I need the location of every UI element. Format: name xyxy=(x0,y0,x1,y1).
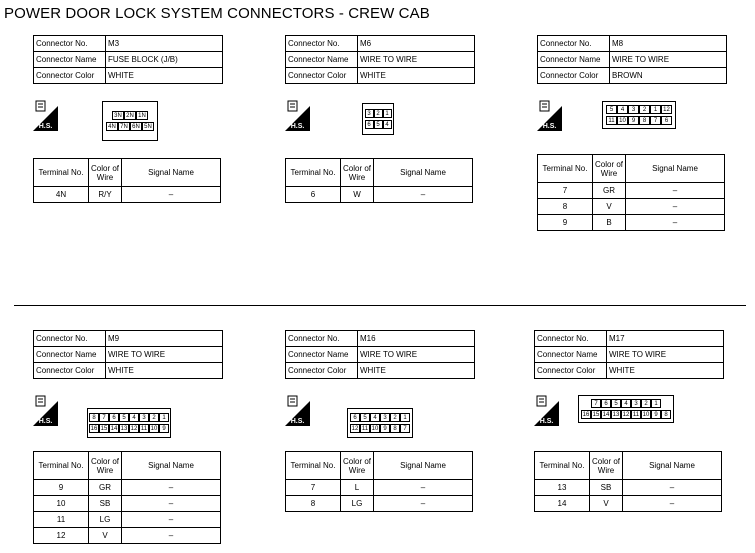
pin-label: 12 xyxy=(130,426,138,432)
header-terminal: Terminal No. xyxy=(286,159,341,187)
svg-text:H.S.: H.S. xyxy=(290,123,305,130)
table-row xyxy=(538,183,725,199)
wire-color: V xyxy=(89,528,122,544)
terminal-number: 9 xyxy=(34,480,89,496)
header-terminal: Terminal No. xyxy=(286,452,341,480)
label-connector-color: Connector Color xyxy=(34,68,106,84)
connector-m6-info-table xyxy=(285,35,475,84)
connector-m16-face-diagram xyxy=(347,408,413,438)
label-connector-no: Connector No. xyxy=(34,36,106,52)
harness-side-icon xyxy=(537,98,562,128)
label-connector-color: Connector Color xyxy=(34,363,106,379)
pin-label: 4N xyxy=(106,122,118,131)
value-connector-color: WHITE xyxy=(358,363,475,379)
wire-color: V xyxy=(593,199,626,215)
pin-label: 11 xyxy=(606,116,617,125)
value-connector-no: M8 xyxy=(610,36,727,52)
signal-name: – xyxy=(626,183,725,199)
header-color: Color of Wire xyxy=(341,452,374,480)
wire-color: B xyxy=(593,215,626,231)
pin-label: 6 xyxy=(109,413,119,422)
harness-side-icon xyxy=(285,98,310,128)
value-connector-color: WHITE xyxy=(358,68,475,84)
pin-label: 9 xyxy=(159,424,169,433)
label-connector-color: Connector Color xyxy=(286,68,358,84)
pin-label: 9 xyxy=(651,410,661,419)
pin-label: 11 xyxy=(632,412,640,418)
wire-color: R/Y xyxy=(89,187,122,203)
pin-label: 11 xyxy=(140,426,148,432)
pin-label: 7 xyxy=(591,399,601,408)
terminal-number: 10 xyxy=(34,496,89,512)
pin-label: 14 xyxy=(602,412,610,418)
table-row xyxy=(34,512,221,528)
pin-label: 12 xyxy=(622,412,630,418)
header-color: Color of Wire xyxy=(341,159,374,187)
pin-label: 4 xyxy=(621,399,631,408)
pin-label: 3N xyxy=(112,111,124,120)
pin-label: 5 xyxy=(611,399,621,408)
pin-label: 10 xyxy=(642,412,650,418)
svg-text:H.S.: H.S. xyxy=(539,418,554,425)
connector-m17-face-diagram xyxy=(578,395,674,423)
svg-text:H.S.: H.S. xyxy=(290,418,305,425)
pin-label: 2 xyxy=(390,413,400,422)
header-signal: Signal Name xyxy=(626,155,725,183)
connector-m8-terminal-table xyxy=(537,154,725,231)
table-row xyxy=(34,528,221,544)
pin-label: 1 xyxy=(651,399,661,408)
label-connector-name: Connector Name xyxy=(538,52,610,68)
connector-m16-info-table xyxy=(285,330,475,379)
connector-m3-info-table xyxy=(33,35,223,84)
header-terminal: Terminal No. xyxy=(538,155,593,183)
table-row xyxy=(34,480,221,496)
header-color: Color of Wire xyxy=(89,452,122,480)
wire-color: GR xyxy=(593,183,626,199)
pin-label: 4 xyxy=(617,105,628,114)
signal-name: – xyxy=(122,528,221,544)
header-color: Color of Wire xyxy=(593,155,626,183)
pin-label: 10 xyxy=(617,116,628,125)
pin-label: 5 xyxy=(119,413,129,422)
terminal-number: 8 xyxy=(538,199,593,215)
svg-text:H.S.: H.S. xyxy=(38,123,53,130)
label-connector-color: Connector Color xyxy=(538,68,610,84)
terminal-number: 7 xyxy=(286,480,341,496)
pin-label: 6 xyxy=(350,413,360,422)
pin-label: 8 xyxy=(639,116,650,125)
pin-label: 3 xyxy=(365,109,374,118)
pin-label: 5 xyxy=(374,120,383,129)
pin-label: 10 xyxy=(150,426,158,432)
header-signal: Signal Name xyxy=(374,452,473,480)
terminal-number: 6 xyxy=(286,187,341,203)
harness-side-icon xyxy=(33,393,58,423)
pin-label: 4 xyxy=(383,120,392,129)
svg-text:H.S.: H.S. xyxy=(38,418,53,425)
pin-label: 9 xyxy=(380,424,390,433)
wire-color: GR xyxy=(89,480,122,496)
header-signal: Signal Name xyxy=(374,159,473,187)
value-connector-name: WIRE TO WIRE xyxy=(358,52,475,68)
value-connector-color: WHITE xyxy=(106,68,223,84)
signal-name: – xyxy=(626,215,725,231)
value-connector-no: M9 xyxy=(106,331,223,347)
label-connector-name: Connector Name xyxy=(535,347,607,363)
wire-color: W xyxy=(341,187,374,203)
table-row xyxy=(34,496,221,512)
connector-m9-terminal-table xyxy=(33,451,221,544)
value-connector-color: WHITE xyxy=(106,363,223,379)
label-connector-name: Connector Name xyxy=(286,347,358,363)
pin-label: 6 xyxy=(365,120,374,129)
label-connector-name: Connector Name xyxy=(286,52,358,68)
pin-label: 1N xyxy=(136,111,148,120)
harness-side-icon xyxy=(285,393,310,423)
connector-m8-face-diagram xyxy=(602,101,676,129)
value-connector-name: WIRE TO WIRE xyxy=(607,347,724,363)
pin-label: 5 xyxy=(606,105,617,114)
signal-name: – xyxy=(374,480,473,496)
terminal-number: 11 xyxy=(34,512,89,528)
pin-label: 1 xyxy=(400,413,410,422)
value-connector-no: M17 xyxy=(607,331,724,347)
pin-label: 15 xyxy=(592,412,600,418)
value-connector-color: BROWN xyxy=(610,68,727,84)
terminal-number: 7 xyxy=(538,183,593,199)
pin-label: 3 xyxy=(628,105,639,114)
wire-color: L xyxy=(341,480,374,496)
signal-name: – xyxy=(122,512,221,528)
pin-label: 3 xyxy=(139,413,149,422)
pin-label: 4 xyxy=(129,413,139,422)
header-color: Color of Wire xyxy=(590,452,623,480)
terminal-number: 9 xyxy=(538,215,593,231)
table-row xyxy=(538,199,725,215)
pin-label: 6N xyxy=(130,122,142,131)
header-terminal: Terminal No. xyxy=(34,452,89,480)
pin-label: 7 xyxy=(400,424,410,433)
table-row xyxy=(535,480,722,496)
pin-label: 7 xyxy=(99,413,109,422)
connector-m17-terminal-table xyxy=(534,451,722,512)
connector-m16-terminal-table xyxy=(285,451,473,512)
signal-name: – xyxy=(626,199,725,215)
terminal-number: 4N xyxy=(34,187,89,203)
connector-m9-face-diagram xyxy=(87,408,171,438)
pin-label: 1 xyxy=(159,413,169,422)
pin-label: 4 xyxy=(370,413,380,422)
header-signal: Signal Name xyxy=(122,452,221,480)
table-row xyxy=(286,480,473,496)
connector-m6-face-diagram xyxy=(362,103,394,135)
value-connector-no: M6 xyxy=(358,36,475,52)
value-connector-name: WIRE TO WIRE xyxy=(106,347,223,363)
header-color: Color of Wire xyxy=(89,159,122,187)
wire-color: LG xyxy=(89,512,122,528)
label-connector-no: Connector No. xyxy=(535,331,607,347)
pin-label: 12 xyxy=(661,105,672,114)
harness-side-icon xyxy=(33,98,58,128)
pin-label: 7 xyxy=(650,116,661,125)
header-terminal: Terminal No. xyxy=(535,452,590,480)
pin-label: 15 xyxy=(100,426,108,432)
terminal-number: 13 xyxy=(535,480,590,496)
value-connector-color: WHITE xyxy=(607,363,724,379)
pin-label: 2 xyxy=(639,105,650,114)
signal-name: – xyxy=(374,496,473,512)
harness-side-icon xyxy=(534,393,559,423)
pin-label: 3 xyxy=(380,413,390,422)
pin-label: 8 xyxy=(661,410,671,419)
table-row xyxy=(34,187,221,203)
connector-m3-face-diagram xyxy=(102,101,158,141)
pin-label: 11 xyxy=(361,426,369,432)
pin-label: 5 xyxy=(360,413,370,422)
table-row xyxy=(538,215,725,231)
terminal-number: 8 xyxy=(286,496,341,512)
value-connector-name: WIRE TO WIRE xyxy=(610,52,727,68)
connector-m9-info-table xyxy=(33,330,223,379)
connector-m8-info-table xyxy=(537,35,727,84)
pin-label: 7N xyxy=(118,122,130,131)
terminal-number: 14 xyxy=(535,496,590,512)
value-connector-no: M3 xyxy=(106,36,223,52)
pin-label: 16 xyxy=(90,426,98,432)
signal-name: – xyxy=(623,496,722,512)
pin-label: 3 xyxy=(631,399,641,408)
page-title: POWER DOOR LOCK SYSTEM CONNECTORS - CREW CAB xyxy=(4,5,430,22)
signal-name: – xyxy=(122,480,221,496)
table-row xyxy=(286,187,473,203)
terminal-number: 12 xyxy=(34,528,89,544)
pin-label: 2N xyxy=(124,111,136,120)
pin-label: 6 xyxy=(661,116,672,125)
pin-label: 1 xyxy=(650,105,661,114)
label-connector-no: Connector No. xyxy=(538,36,610,52)
header-signal: Signal Name xyxy=(122,159,221,187)
pin-label: 13 xyxy=(612,412,620,418)
pin-label: 16 xyxy=(582,412,590,418)
pin-label: 8 xyxy=(89,413,99,422)
label-connector-name: Connector Name xyxy=(34,347,106,363)
signal-name: – xyxy=(122,496,221,512)
signal-name: – xyxy=(122,187,221,203)
value-connector-name: FUSE BLOCK (J/B) xyxy=(106,52,223,68)
svg-text:H.S.: H.S. xyxy=(542,123,557,130)
label-connector-color: Connector Color xyxy=(286,363,358,379)
value-connector-name: WIRE TO WIRE xyxy=(358,347,475,363)
pin-label: 5N xyxy=(142,122,154,131)
table-row xyxy=(535,496,722,512)
label-connector-no: Connector No. xyxy=(286,36,358,52)
label-connector-color: Connector Color xyxy=(535,363,607,379)
pin-label: 6 xyxy=(601,399,611,408)
wire-color: SB xyxy=(590,480,623,496)
connector-m6-terminal-table xyxy=(285,158,473,203)
pin-label: 9 xyxy=(628,116,639,125)
value-connector-no: M16 xyxy=(358,331,475,347)
pin-label: 13 xyxy=(120,426,128,432)
pin-label: 2 xyxy=(374,109,383,118)
connector-m17-info-table xyxy=(534,330,724,379)
pin-label: 8 xyxy=(390,424,400,433)
header-terminal: Terminal No. xyxy=(34,159,89,187)
label-connector-name: Connector Name xyxy=(34,52,106,68)
pin-label: 14 xyxy=(110,426,118,432)
label-connector-no: Connector No. xyxy=(34,331,106,347)
wire-color: V xyxy=(590,496,623,512)
pin-label: 1 xyxy=(383,109,392,118)
label-connector-no: Connector No. xyxy=(286,331,358,347)
header-signal: Signal Name xyxy=(623,452,722,480)
table-row xyxy=(286,496,473,512)
signal-name: – xyxy=(374,187,473,203)
connector-m3-terminal-table xyxy=(33,158,221,203)
pin-label: 10 xyxy=(371,426,379,432)
pin-label: 2 xyxy=(149,413,159,422)
pin-label: 12 xyxy=(351,426,359,432)
section-divider xyxy=(14,305,746,306)
pin-label: 2 xyxy=(641,399,651,408)
wire-color: SB xyxy=(89,496,122,512)
wire-color: LG xyxy=(341,496,374,512)
signal-name: – xyxy=(623,480,722,496)
